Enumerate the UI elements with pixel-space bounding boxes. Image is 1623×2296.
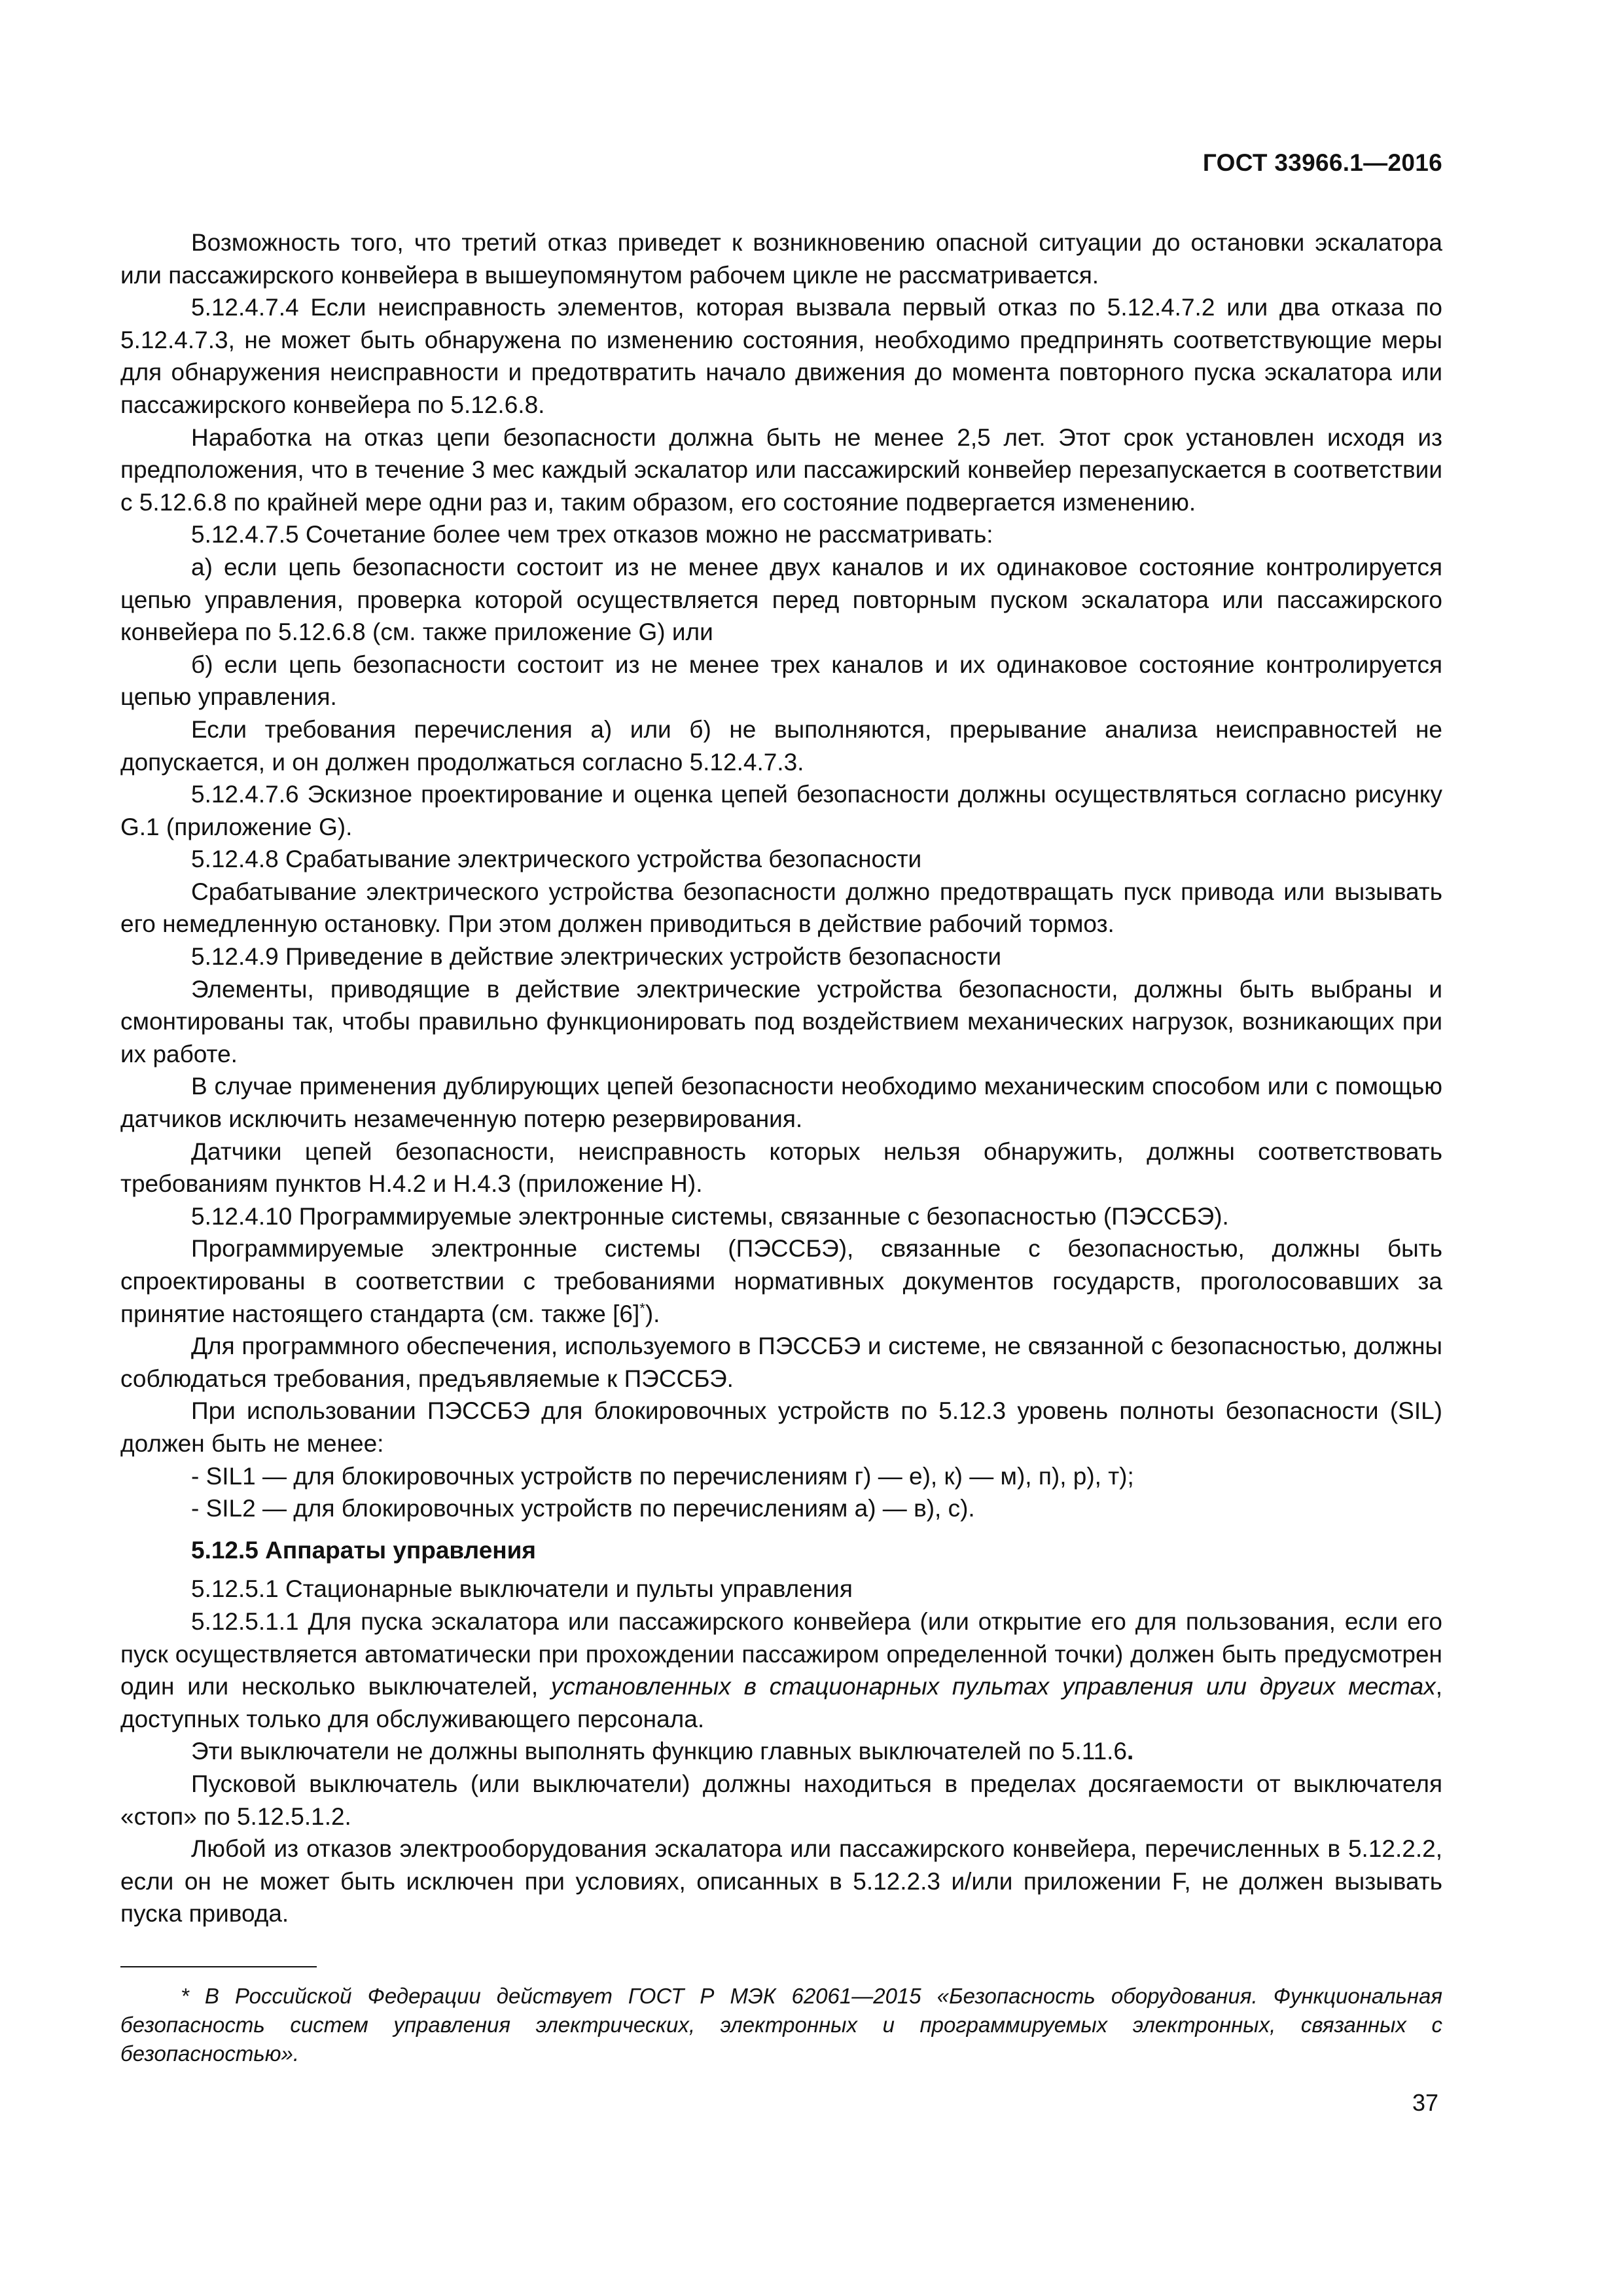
- paragraph: 5.12.4.7.5 Сочетание более чем трех отказов можно не рассматривать:: [191, 521, 993, 548]
- paragraph-text: 5.12.5.1.1 Для пуска эскалатора или пассажирского конвейера (или открытие его для пользования, если его пуск осуществляется автоматически при прохождении пассажиром определенной точки) должен быть предусмотрен один или несколько выключателей,: [120, 1607, 1442, 1700]
- paragraph-text: , доступных только для обслуживающего персонала.: [120, 1673, 1443, 1732]
- italic-text: установленных в стационарных пультах управления или других местах: [550, 1673, 1436, 1700]
- list-item: - SIL1 — для блокировочных устройств по перечислениям г) — е), к) — м), п), р), т);: [191, 1462, 1134, 1490]
- paragraph: Возможность того, что третий отказ приведет к возникновению опасной ситуации до остановки эскалатора или пассажирского конвейера в вышеупомянутом рабочем цикле не рассматривается.: [120, 229, 1442, 289]
- bold-text: .: [1127, 1738, 1134, 1765]
- paragraph-text: Эти выключатели не должны выполнять функцию главных выключателей по 5.11.6: [191, 1738, 1128, 1765]
- paragraph: При использовании ПЭССБЭ для блокировочных устройств по 5.12.3 уровень полноты безопасности (SIL) должен быть не менее:: [120, 1397, 1442, 1457]
- footnote-divider: [120, 1966, 317, 1967]
- subsection-title: 5.12.4.8 Срабатывание электрического устройства безопасности: [191, 846, 922, 873]
- paragraph: [120, 1735, 1442, 1768]
- subsection-title: 5.12.5.1 Стационарные выключатели и пульты управления: [191, 1575, 853, 1603]
- paragraph: Пусковой выключатель (или выключатели) должны находиться в пределах досягаемости от выключателя «стоп» по 5.12.5.1.2.: [120, 1770, 1442, 1830]
- page-number: 37: [1412, 2089, 1438, 2116]
- list-item: - SIL2 — для блокировочных устройств по перечислениям а) — в), с).: [191, 1495, 975, 1522]
- document-body: [120, 226, 1442, 1930]
- paragraph: Элементы, приводящие в действие электрические устройства безопасности, должны быть выбраны и смонтированы так, чтобы правильно функционировать под воздействием механических нагрузок, возникающих при их работе.: [120, 975, 1442, 1067]
- paragraph: [120, 1232, 1442, 1330]
- paragraph: В случае применения дублирующих цепей безопасности необходимо механическим способом или с помощью датчиков исключить незамеченную потерю резервирования.: [120, 1073, 1442, 1133]
- list-item: а) если цепь безопасности состоит из не менее двух каналов и их одинаковое состояние контролируется цепью управления, проверка которой осуществляется перед повторным пуском эскалатора или пассажирского конвейера по 5.12.6.8 (см. также приложение G) или: [120, 553, 1442, 646]
- section-heading: 5.12.5 Аппараты управления: [191, 1536, 536, 1564]
- paragraph: Если требования перечисления а) или б) не выполняются, прерывание анализа неисправностей не допускается, и он должен продолжаться согласно 5.12.4.7.3.: [120, 715, 1442, 776]
- paragraph: Датчики цепей безопасности, неисправность которых нельзя обнаружить, должны соответствовать требованиям пунктов Н.4.2 и Н.4.3 (приложение Н).: [120, 1138, 1442, 1198]
- paragraph: 5.12.4.7.4 Если неисправность элементов, которая вызвала первый отказ по 5.12.4.7.2 или два отказа по 5.12.4.7.3, не может быть обнаружена по изменению состояния, необходимо предпринять соответствующие меры для обнаружения неисправности и предотвратить начало движения до момента повторного пуска эскалатора или пассажирского конвейера по 5.12.6.8.: [120, 294, 1442, 418]
- paragraph-text: ).: [645, 1300, 660, 1327]
- document-id-header: ГОСТ 33966.1—2016: [1202, 149, 1442, 176]
- paragraph-text: Программируемые электронные системы (ПЭССБЭ), связанные с безопасностью, должны быть спроектированы в соответствии с требованиями нормативных документов государств, проголосовавших за принятие настоящего стандарта (см. также [6]: [120, 1235, 1442, 1327]
- paragraph: 5.12.4.7.6 Эскизное проектирование и оценка цепей безопасности должны осуществляться согласно рисунку G.1 (приложение G).: [120, 781, 1442, 840]
- footnote: * В Российской Федерации действует ГОСТ Р МЭК 62061—2015 «Безопасность оборудования. Функциональная безопасность систем управления электрических, электронных и программируемых электронных, связанных с безопасностью».: [120, 1984, 1442, 2066]
- paragraph: Для программного обеспечения, используемого в ПЭССБЭ и системе, не связанной с безопасностью, должны соблюдаться требования, предъявляемые к ПЭССБЭ.: [120, 1333, 1442, 1392]
- paragraph: Срабатывание электрического устройства безопасности должно предотвращать пуск привода или вызывать его немедленную остановку. При этом должен приводиться в действие рабочий тормоз.: [120, 878, 1442, 938]
- paragraph: Любой из отказов электрооборудования эскалатора или пассажирского конвейера, перечисленных в 5.12.2.2, если он не может быть исключен при условиях, описанных в 5.12.2.3 и/или приложении F, не должен вызывать пуска привода.: [120, 1835, 1442, 1928]
- footnote-marker: *: [639, 1300, 645, 1317]
- subsection-title: 5.12.4.9 Приведение в действие электрических устройств безопасности: [191, 943, 1002, 971]
- paragraph: [120, 1605, 1442, 1735]
- subsection-title: 5.12.4.10 Программируемые электронные системы, связанные с безопасностью (ПЭССБЭ).: [191, 1202, 1229, 1230]
- list-item: б) если цепь безопасности состоит из не менее трех каналов и их одинаковое состояние контролируется цепью управления.: [120, 651, 1442, 711]
- paragraph: Наработка на отказ цепи безопасности должна быть не менее 2,5 лет. Этот срок установлен исходя из предположения, что в течение 3 мес каждый эскалатор или пассажирский конвейер перезапускается в соответствии с 5.12.6.8 по крайней мере одни раз и, таким образом, его состояние подвергается изменению.: [120, 423, 1442, 516]
